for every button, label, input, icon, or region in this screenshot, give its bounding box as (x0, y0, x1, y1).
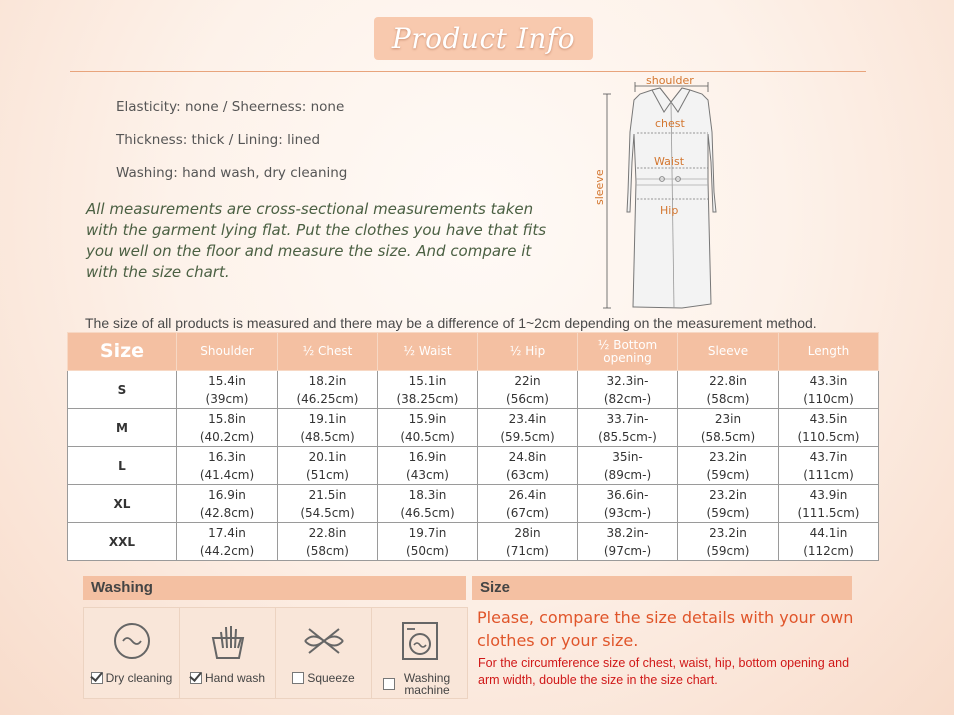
half-chest-cell (278, 523, 378, 561)
sleeve-cell (678, 485, 779, 523)
half-chest-cell (278, 485, 378, 523)
shoulder-label: shoulder (646, 74, 694, 87)
half-chest-cell (278, 447, 378, 485)
title-badge (374, 17, 593, 60)
inch-value: 28in (514, 525, 541, 540)
sleeve-column-header: Sleeve (678, 333, 779, 371)
cm-value: (44.2cm) (199, 543, 255, 558)
cm-value: (41.4cm) (199, 467, 255, 482)
half-bottom-opening-cell (578, 485, 678, 523)
length-cell (779, 447, 879, 485)
cm-value: (93cm-) (603, 505, 652, 520)
cm-value: (50cm) (406, 543, 449, 558)
inch-value: 33.7in- (606, 411, 649, 426)
dry-cleaning-icon (109, 618, 155, 664)
table-row (68, 371, 879, 409)
size-label-cell: M (68, 409, 177, 447)
table-row (68, 523, 879, 561)
shoulder-cell (177, 447, 278, 485)
wash-item-squeeze (276, 608, 372, 698)
cm-value: (110cm) (803, 391, 854, 406)
cm-value: (46.5cm) (400, 505, 455, 520)
sleeve-label: sleeve (593, 169, 606, 205)
shoulder-column-header: Shoulder (177, 333, 278, 371)
cm-value: (112cm) (803, 543, 854, 558)
hand-wash-icon (205, 618, 251, 664)
hand-wash-label: Hand wash (204, 671, 266, 685)
coat-measurement-diagram (590, 72, 740, 317)
length-cell (779, 409, 879, 447)
half-chest-column-header: ½ Chest (278, 333, 378, 371)
inch-value: 23.4in (508, 411, 547, 426)
table-row (68, 447, 879, 485)
half-waist-cell (378, 371, 478, 409)
washing-machine-label: Washing machine (403, 671, 451, 697)
half-bottom-opening-cell (578, 447, 678, 485)
cm-value: (48.5cm) (300, 429, 355, 444)
cm-value: (58.5cm) (700, 429, 756, 444)
cm-value: (43cm) (406, 467, 449, 482)
half-chest-cell (278, 409, 378, 447)
cm-value: (63cm) (506, 467, 549, 482)
half-hip-cell (478, 371, 578, 409)
sleeve-cell (678, 371, 779, 409)
header-divider (70, 71, 866, 72)
length-cell (779, 485, 879, 523)
size-label-cell: S (68, 371, 177, 409)
half-bottom-opening-column-header: ½ Bottom opening (578, 333, 678, 371)
half-waist-cell (378, 447, 478, 485)
cm-value: (111cm) (803, 467, 854, 482)
inch-value: 18.2in (308, 373, 347, 388)
cm-value: (59.5cm) (500, 429, 555, 444)
inch-value: 22.8in (709, 373, 747, 388)
washing-machine-icon (397, 618, 443, 664)
inch-value: 43.3in (809, 373, 848, 388)
half-hip-cell (478, 409, 578, 447)
cm-value: (51cm) (306, 467, 349, 482)
cm-value: (42.8cm) (199, 505, 255, 520)
wash-item-dry-cleaning (84, 608, 180, 698)
size-table-header-row (68, 333, 879, 371)
inch-value: 23in (714, 411, 742, 426)
inch-value: 43.7in (809, 449, 848, 464)
half-hip-cell (478, 523, 578, 561)
cm-value: (40.2cm) (199, 429, 255, 444)
washing-instructions-grid (83, 607, 468, 699)
cm-value: (46.25cm) (296, 391, 359, 406)
hand-wash-checkbox (190, 672, 202, 684)
inch-value: 19.7in (408, 525, 447, 540)
cm-value: (59cm) (706, 543, 750, 558)
inch-value: 16.3in (208, 449, 246, 464)
cm-value: (39cm) (205, 391, 249, 406)
cm-value: (38.25cm) (396, 391, 459, 406)
size-panel-header: Size (472, 576, 852, 600)
inch-value: 21.5in (308, 487, 347, 502)
sleeve-cell (678, 447, 779, 485)
inch-value: 44.1in (809, 525, 848, 540)
hip-label: Hip (660, 204, 679, 217)
cm-value: (97cm-) (603, 543, 652, 558)
no-wring-icon (301, 618, 347, 664)
circumference-note: For the circumference size of chest, waist, hip, bottom opening and arm width, double the size in the size chart. (478, 656, 850, 687)
inch-value: 38.2in- (606, 525, 649, 540)
page-title: Product Info (391, 22, 576, 55)
shoulder-cell (177, 485, 278, 523)
inch-value: 22.8in (308, 525, 347, 540)
cm-value: (67cm) (506, 505, 549, 520)
inch-value: 18.3in (408, 487, 447, 502)
inch-value: 36.6in- (606, 487, 649, 502)
cm-value: (59cm) (706, 467, 750, 482)
measurement-note: All measurements are cross-sectional measurements taken with the garment lying flat. Put the clothes you have that fits you well on the floor and measure the size. And compare it with the size chart. (86, 200, 547, 281)
length-cell (779, 371, 879, 409)
cm-value: (110.5cm) (797, 429, 860, 444)
waist-label: Waist (654, 155, 685, 168)
half-hip-cell (478, 485, 578, 523)
inch-value: 16.9in (208, 487, 246, 502)
sleeve-cell (678, 523, 779, 561)
half-waist-cell (378, 523, 478, 561)
squeeze-label: Squeeze (307, 671, 355, 685)
cm-value: (56cm) (506, 391, 549, 406)
half-chest-cell (278, 371, 378, 409)
sleeve-cell (678, 409, 779, 447)
washing-panel-header: Washing (83, 576, 466, 600)
size-column-header: Size (68, 333, 177, 371)
half-waist-cell (378, 485, 478, 523)
inch-value: 26.4in (508, 487, 547, 502)
cm-value: (59cm) (706, 505, 750, 520)
inch-value: 19.1in (308, 411, 347, 426)
inch-value: 22in (514, 373, 541, 388)
size-label-cell: L (68, 447, 177, 485)
cm-value: (58cm) (306, 543, 349, 558)
length-cell (779, 523, 879, 561)
cm-value: (89cm-) (603, 467, 652, 482)
measurement-disclaimer: The size of all products is measured and there may be a difference of 1~2cm depending on the measurement method. (85, 315, 817, 331)
size-label-cell: XXL (68, 523, 177, 561)
dry-cleaning-checkbox (91, 672, 103, 684)
inch-value: 20.1in (308, 449, 347, 464)
shoulder-cell (177, 371, 278, 409)
cm-value: (111.5cm) (797, 505, 860, 520)
shoulder-cell (177, 409, 278, 447)
inch-value: 16.9in (408, 449, 447, 464)
half-waist-column-header: ½ Waist (378, 333, 478, 371)
inch-value: 32.3in- (606, 373, 649, 388)
wash-item-hand-wash (180, 608, 276, 698)
size-compare-note: Please, compare the size details with your own clothes or your size. (477, 608, 854, 650)
inch-value: 15.8in (208, 411, 246, 426)
half-bottom-opening-cell (578, 371, 678, 409)
inch-value: 24.8in (508, 449, 547, 464)
inch-value: 15.9in (408, 411, 447, 426)
spec-washing: Washing: hand wash, dry cleaning (116, 165, 348, 181)
cm-value: (82cm-) (603, 391, 652, 406)
cm-value: (54.5cm) (300, 505, 355, 520)
shoulder-cell (177, 523, 278, 561)
cm-value: (71cm) (506, 543, 549, 558)
cm-value: (40.5cm) (400, 429, 455, 444)
spec-thickness: Thickness: thick / Lining: lined (116, 132, 321, 148)
washing-machine-checkbox (383, 678, 395, 690)
inch-value: 17.4in (208, 525, 246, 540)
inch-value: 15.4in (208, 373, 246, 388)
inch-value: 23.2in (709, 487, 747, 502)
size-chart-table (67, 332, 879, 561)
half-hip-cell (478, 447, 578, 485)
half-bottom-opening-cell (578, 523, 678, 561)
chest-label: chest (655, 117, 685, 130)
inch-value: 43.5in (809, 411, 848, 426)
table-row (68, 485, 879, 523)
half-waist-cell (378, 409, 478, 447)
size-label-cell: XL (68, 485, 177, 523)
table-row (68, 409, 879, 447)
wash-item-washing-machine (372, 608, 467, 698)
squeeze-checkbox (292, 672, 304, 684)
half-hip-column-header: ½ Hip (478, 333, 578, 371)
dry-cleaning-label: Dry cleaning (105, 671, 173, 685)
spec-elasticity: Elasticity: none / Sheerness: none (116, 99, 345, 115)
inch-value: 23.2in (709, 525, 747, 540)
inch-value: 15.1in (408, 373, 447, 388)
half-bottom-opening-cell (578, 409, 678, 447)
cm-value: (85.5cm-) (598, 429, 657, 444)
inch-value: 35in- (612, 449, 643, 464)
length-column-header: Length (779, 333, 879, 371)
inch-value: 43.9in (809, 487, 848, 502)
cm-value: (58cm) (706, 391, 750, 406)
inch-value: 23.2in (709, 449, 747, 464)
